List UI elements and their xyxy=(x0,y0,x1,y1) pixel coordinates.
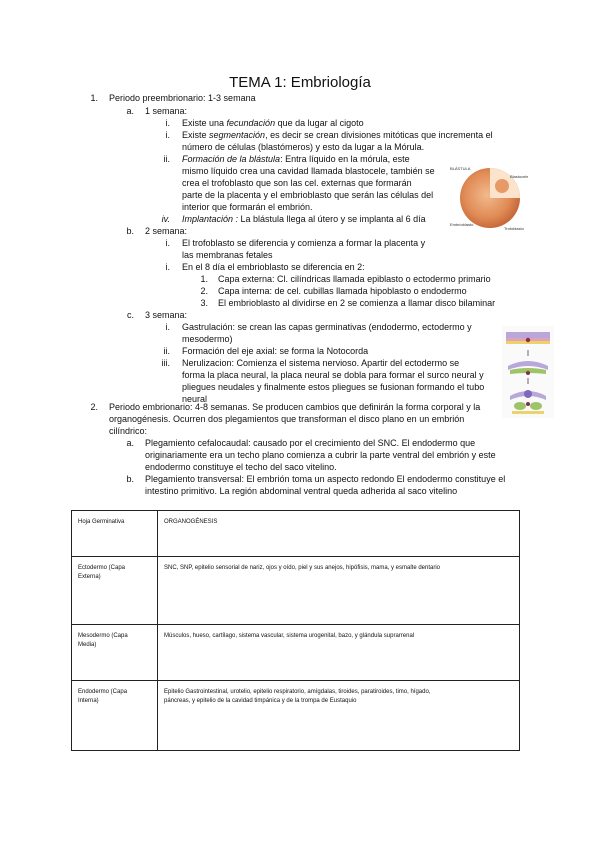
table-header-organogenesis: ORGANOGÉNESIS xyxy=(158,511,520,557)
week3-item3-line3: pliegues neudales y finalmente estos pliegues se fusionan formando el tubo xyxy=(182,382,485,392)
week2-label: 2 semana: xyxy=(145,226,188,236)
table-row xyxy=(72,557,520,625)
table-cell-hoja: Mesodermo (Capa Media) xyxy=(72,625,158,681)
table-cell-organogenesis: Epitelio Gastrointestinal, urotelio, epitelio respiratorio, amígdalas, tiroides, paratiroides, timo, hígado, páncreas, y epitelio de la cavidad timpánica y de la trompa de Eustaquio xyxy=(158,681,520,751)
week2-sub1: Capa externa: Cl. cilíndricas llamada epiblasto o ectodermo primario xyxy=(218,274,491,284)
blastula-figure xyxy=(448,160,528,232)
germ-layer-table xyxy=(71,510,520,751)
week1-item3-num: ii. xyxy=(163,154,170,164)
week3-item3-line4: neural xyxy=(182,394,208,404)
section-2-line3: cilíndrico: xyxy=(109,426,148,436)
page-title: TEMA 1: Embriología xyxy=(229,74,371,91)
label-blastula: BLÁSTULA xyxy=(450,166,471,171)
section-2-number: 2. xyxy=(90,402,98,412)
week2-letter: b. xyxy=(126,226,134,236)
week2-item2-line1: En el 8 día el embrioblasto se diferencia en 2: xyxy=(182,262,365,272)
section-2b-line1: Plegamiento transversal: El embrión toma un aspecto redondo El endodermo constituye el xyxy=(145,474,506,484)
week1-item2: Existe segmentación, es decir se crean divisiones mitóticas que incrementa el xyxy=(182,130,493,140)
week1-item3-line3: crea el trofoblasto que son las cel. externas que formarán xyxy=(182,178,412,188)
week3-item1-num: i. xyxy=(165,322,170,332)
week1-label: 1 semana: xyxy=(145,106,188,116)
stage3-somite-left xyxy=(514,402,526,410)
week2-sub2: Capa interna: de cel. cubillas llamada hipoblasto o endodermo xyxy=(218,286,467,296)
section-1-heading: Periodo preembrionario: 1-3 semana xyxy=(109,93,256,103)
table-header-hoja: Hoja Germinativa xyxy=(72,511,158,557)
week3-item3-num: iii. xyxy=(161,358,170,368)
section-2-line1: Periodo embrionario: 4-8 semanas. Se producen cambios que definirán la forma corporal y la xyxy=(109,402,481,412)
week1-item2-line2: número de células (blastómeros) y esto da lugar a la Mórula. xyxy=(182,142,425,152)
section-2a-line2: originariamente era un techo plano comienza a cubrir la parte ventral del embrión y este xyxy=(145,450,496,460)
table-row xyxy=(72,681,520,751)
label-embrioblasto: Embrioblasto xyxy=(450,222,474,227)
stage1-ectoderm xyxy=(506,332,550,338)
stage1-notochord xyxy=(526,338,530,342)
week3-item3-line2: forma la placa neural, la placa neural se dobla para formar el surco neural y xyxy=(182,370,484,380)
week1-item1: Existe una fecundación que da lugar al cigoto xyxy=(182,118,364,128)
stage3-neural-tube xyxy=(524,390,532,398)
week1-item3: Formación de la blástula: Entra líquido en la mórula, este xyxy=(182,154,410,164)
section-2b-line2: intestino primitivo. La región abdominal ventral queda adherida al saco vitelino xyxy=(145,486,458,496)
week3-item2-num: ii. xyxy=(163,346,170,356)
week3-item1-line2: mesodermo) xyxy=(182,334,233,344)
stage3-somite-right xyxy=(530,402,542,410)
week1-item3-line5: interior que formarán el embrión. xyxy=(182,202,313,212)
label-trofoblasto: Trofoblasto xyxy=(504,226,524,231)
section-2b-letter: b. xyxy=(126,474,134,484)
week2-item1-num: i. xyxy=(165,238,170,248)
week3-label: 3 semana: xyxy=(145,310,188,320)
table-cell-hoja: Ectodermo (Capa Externa) xyxy=(72,557,158,625)
week1-item1-num: i. xyxy=(165,118,170,128)
week3-item2-line1: Formación del eje axial: se forma la Notocorda xyxy=(182,346,369,356)
week2-sub2-num: 2. xyxy=(200,286,208,296)
week2-sub3-num: 3. xyxy=(200,298,208,308)
section-2a-letter: a. xyxy=(126,438,134,448)
table-row xyxy=(72,625,520,681)
table-cell-organogenesis: Músculos, hueso, cartílago, sistema vascular, sistema urogenital, bazo, y glándula suprarrenal xyxy=(158,625,520,681)
neurulation-figure xyxy=(500,326,556,418)
section-2a-line1: Plegamiento cefalocaudal: causado por el crecimiento del SNC. El endodermo que xyxy=(145,438,476,448)
table-cell-hoja: Endodermo (Capa Interna) xyxy=(72,681,158,751)
week3-item3-line1: Nerulizacion: Comienza el sistema nervioso. Apartir del ectodermo se xyxy=(182,358,460,368)
label-blastocele: Blastocele xyxy=(510,174,528,179)
week3-letter: c. xyxy=(126,310,134,320)
section-2-line2: organogénesis. Ocurren dos plegamientos que transforman el disco plano en un embrión xyxy=(109,414,465,424)
week1-item3-line2: mismo líquido crea una cavidad llamada blastocele, también se xyxy=(182,166,435,176)
week2-item1-line1: El trofoblasto se diferencia y comienza a formar la placenta y xyxy=(182,238,426,248)
table-cell-organogenesis: SNC, SNP, epitelio sensorial de nariz, ojos y oído, piel y sus anejos, hipófisis, mama, y esmalte dentario xyxy=(158,557,520,625)
section-1-number: 1. xyxy=(90,93,98,103)
week2-item1-line2: las membranas fetales xyxy=(182,250,273,260)
stage3-endoderm xyxy=(512,411,544,414)
section-2a-line3: endodermo constituye el techo del saco vitelino. xyxy=(145,462,337,472)
week1-letter: a. xyxy=(126,106,134,116)
table-header-row xyxy=(72,511,520,557)
stage2-notochord xyxy=(526,371,530,375)
embryoblast-mass xyxy=(495,179,509,193)
week2-sub1-num: 1. xyxy=(200,274,208,284)
week1-item2-num: i. xyxy=(165,130,170,140)
week3-item1-line1: Gastrulación: se crean las capas germinativas (endodermo, ectodermo y xyxy=(182,322,472,332)
week2-item2-num: i. xyxy=(165,262,170,272)
week1-item3-line4: parte de la placenta y el embrioblasto que serán las células del xyxy=(182,190,434,200)
week1-item4: Implantación : La blástula llega al útero y se implanta al 6 día xyxy=(182,214,426,224)
week2-sub3: El embrioblasto al dividirse en 2 se comienza a llamar disco bilaminar xyxy=(218,298,496,308)
week1-item4-num: iv. xyxy=(161,214,170,224)
stage3-notochord xyxy=(526,402,530,406)
